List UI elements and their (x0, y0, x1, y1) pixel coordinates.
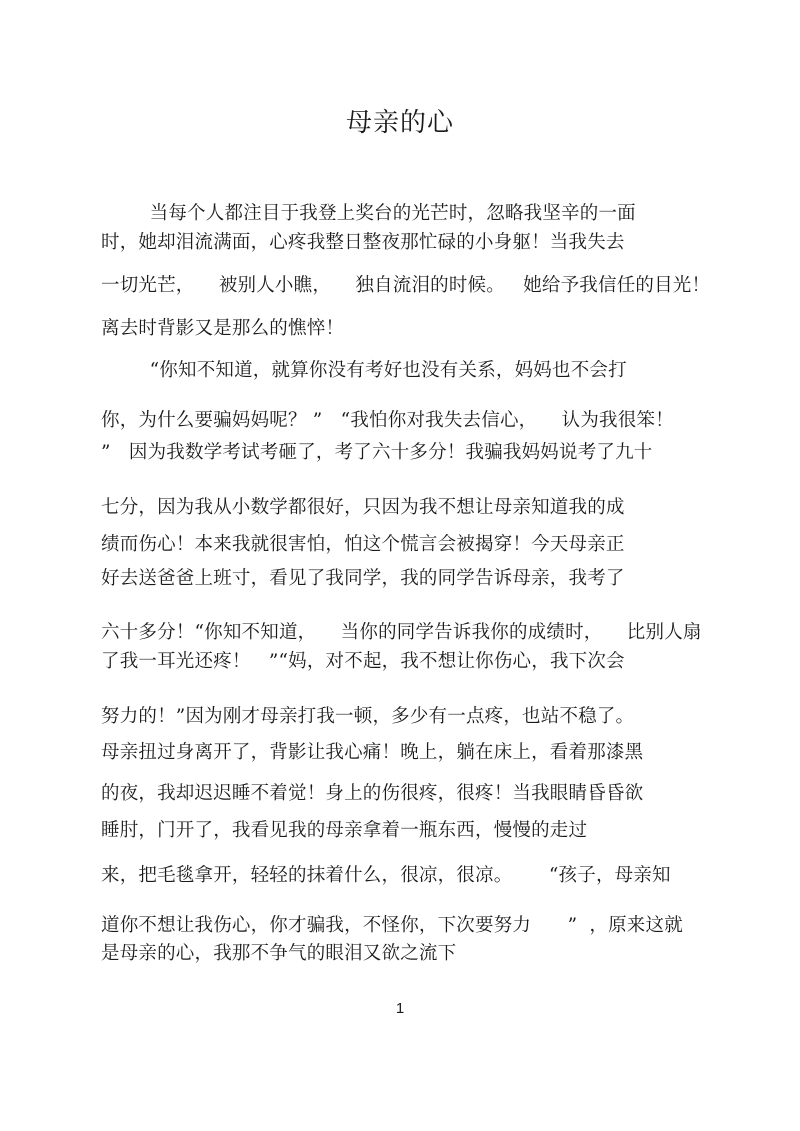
text-line: 当每个人都注目于我登上奖台的光芒时，忽略我坚辛的一面 (101, 203, 636, 224)
text-line: 努力的！”因为刚才母亲打我一顿，多少有一点疼，也站不稳了。 (101, 706, 635, 727)
text-line: 时，她却泪流满面，心疼我整日整夜那忙碌的小身躯！当我失去 (101, 232, 625, 253)
text-line: 六十多分！“你知不知道， 当你的同学告诉我你的成绩时， 比别人扇 (101, 622, 702, 643)
text-line: 绩而伤心！本来我就很害怕，怕这个慌言会被揭穿！今天母亲正 (101, 534, 625, 555)
text-line: 的夜，我却迟迟睡不着觉！身上的伤很疼，很疼！当我眼睛昏昏欲 (101, 783, 644, 804)
document-title: 母亲的心 (345, 108, 454, 138)
text-line: 睡肘，门开了，我看见我的母亲拿着一瓶东西，慢慢的走过 (101, 820, 588, 841)
text-line: 了我一耳光还疼！ ”“妈，对不起，我不想让你伤心，我下次会 (101, 651, 625, 672)
text-line: 离去时背影又是那么的憔悴！ (101, 318, 345, 339)
text-line: 母亲扭过身离开了，背影让我心痛！晚上，躺在床上，看着那漆黑 (101, 742, 644, 763)
text-line: 好去送爸爸上班寸，看见了我同学，我的同学告诉母亲，我考了 (101, 568, 625, 589)
text-line: 七分，因为我从小数学都很好，只因为我不想让母亲知道我的成 (101, 497, 625, 518)
text-line: 是母亲的心，我那不争气的眼泪又欲之流下 (101, 943, 457, 964)
text-line: ” 因为我数学考试考砸了，考了六十多分！我骗我妈妈说考了九十 (101, 442, 653, 463)
text-line: 一切光芒， 被别人小瞧， 独自流泪的时候。 她给予我信任的目光！ (101, 275, 711, 296)
text-line: 来，把毛毯拿开，轻轻的抹着什么，很凉，很凉。 “孩子，母亲知 (101, 865, 671, 886)
text-line: “你知不知道，就算你没有考好也没有关系，妈妈也不会打 (101, 360, 627, 381)
text-line: 你，为什么要骗妈妈呢？ ” “我怕你对我失去信心， 认为我很笨！ (101, 410, 674, 431)
text-line: 道你不想让我伤心，你才骗我，不怪你，下次要努力 ” ，原来这就 (101, 915, 683, 936)
page-number: 1 (395, 1000, 405, 1017)
